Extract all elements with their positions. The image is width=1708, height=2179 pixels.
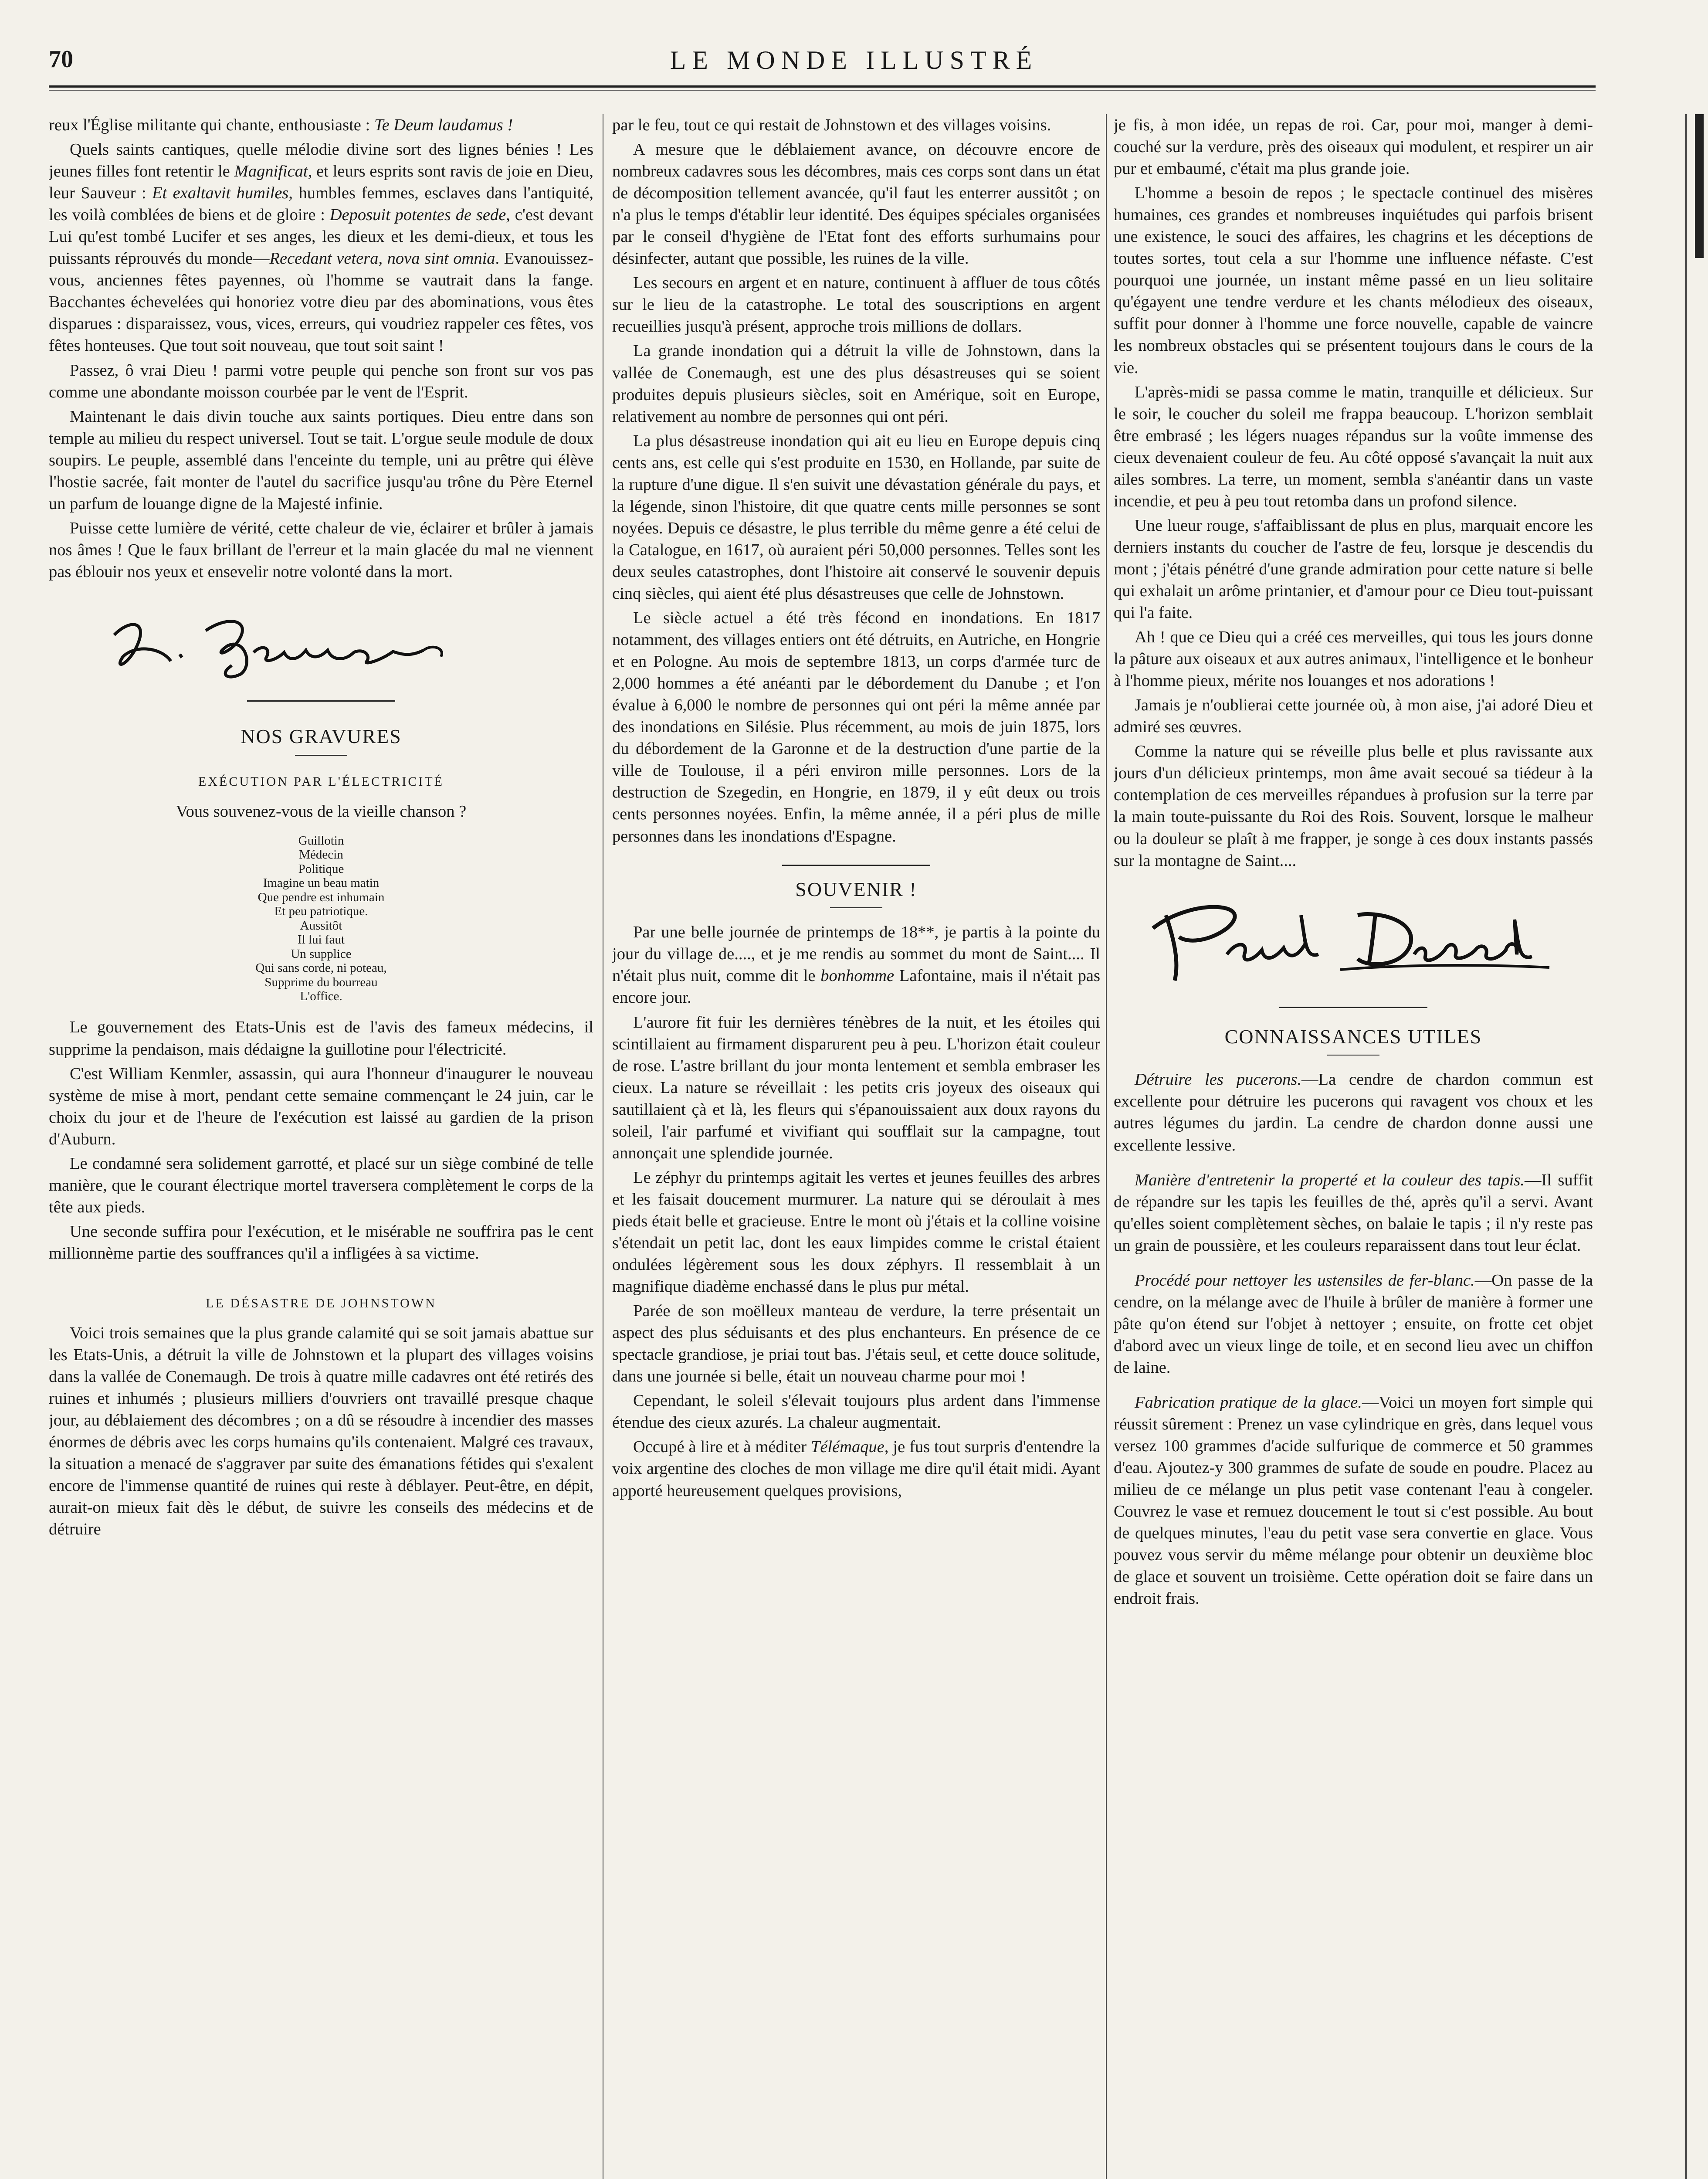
section-rule-small (830, 907, 882, 908)
poem-line: Et peu patriotique. (274, 904, 368, 919)
poem-line: Que pendre est inhumain (258, 890, 385, 904)
column-divider-2 (1106, 114, 1107, 2179)
section-rule-small (1327, 1055, 1379, 1056)
poem (49, 834, 593, 1004)
paragraph: Cependant, le soleil s'élevait toujours plus ardent dans l'immense étendue des cieux azurés. La chaleur augmentait. (612, 1392, 1100, 1432)
paragraph: Jamais je n'oublierai cette journée où, à mon aise, j'ai adoré Dieu et admiré ses œuvres. (1114, 696, 1593, 737)
paragraph: L'après-midi se passa comme le matin, tranquille et délicieux. Sur le soir, le coucher du soleil me frappa beaucoup. L'horizon semblait être embrasé ; les légers nuages répandus sur la voûte immense des cieux devenaient couleur de feu. Au côté opposé s'avançait la nuit aux ailes sombres. La terre, un moment, sembla s'anéantir dans un vaste incendie, et peu à peu tout retomba dans un profond silence. (1114, 383, 1593, 510)
masthead-title: LE MONDE ILLUSTRÉ (670, 46, 1038, 75)
section-rule (247, 700, 395, 702)
tip-paragraph: Détruire les pucerons.—La cendre de chardon commun est excellente pour détruire les pucerons qui ravagent vos choux et les autres légumes du jardin. La cendre de chardon donne aussi une excellente lessive. (1114, 1070, 1593, 1154)
poem-line: Médecin (299, 848, 343, 862)
paragraph: reux l'Église militante qui chante, enthousiaste : Te Deum laudamus ! (49, 116, 513, 134)
header-rule (49, 85, 1596, 88)
poem-line: Guillotin (298, 833, 344, 848)
paragraph: Occupé à lire et à méditer Télémaque, je fus tout surpris d'entendre la voix argentine des cloches de mon village me dire qu'il était midi. Ayant apporté heureusement quelques provisions, (612, 1438, 1100, 1500)
poem-line: L'office. (300, 989, 342, 1003)
chanson-intro: Vous souvenez-vous de la vieille chanson ? (176, 802, 467, 821)
column-3 (1114, 114, 1593, 2179)
page-edge-line (1685, 114, 1687, 2179)
paragraph: par le feu, tout ce qui restait de Johnstown et des villages voisins. (612, 116, 1051, 134)
subsection-title-execution: EXÉCUTION PAR L'ÉLECTRICITÉ (198, 774, 444, 789)
paragraph: La plus désastreuse inondation qui ait eu lieu en Europe depuis cinq cents ans, est celle qui s'est produite en 1530, en Hollande, par suite de la rupture d'une digue. Il s'en suivit une dévastation générale du pays, et la légende, sinon l'histoire, dit que quatre cents mille personnes se sont noyées. Depuis ce désastre, le plus terrible du même genre a été celui de la Catalogue, en 1617, où auraient péri 50,000 personnes. Telles sont les deux seules catastrophes, dont l'histoire ait conservé le souvenir depuis cinq siècles, qui aient été plus désastreuses que celle de Johnstown. (612, 431, 1100, 603)
paragraph: Comme la nature qui se réveille plus belle et plus ravissante aux jours d'un délicieux printemps, mon âme avait secoué sa tiédeur à la contemplation de ces merveilles répandues à profusion sur la terre par la main toute-puissante du Roi des Rois. Souvent, lorsque le malheur ou la douleur se plaît à me frapper, je songe à ces doux instants passés sur la montagne de Saint.... (1114, 742, 1593, 870)
page-number: 70 (49, 46, 73, 73)
paragraph: Une lueur rouge, s'affaiblissant de plus en plus, marquait encore les derniers instants du coucher de l'astre de feu, lorsque je descendis du mont ; j'étais pénétré d'une grande admiration pour cette nature si belle qui exhalait un arôme printanier, et d'amour pour ce Dieu tout-puissant qui l'a faite. (1114, 516, 1593, 622)
page-edge-mark (1695, 114, 1704, 258)
poem-line: Qui sans corde, ni poteau, (255, 961, 387, 975)
tip-paragraph: Procédé pour nettoyer les ustensiles de fer-blanc.—On passe de la cendre, on la mélange avec de l'huile à brûler de manière à former une pâte qu'on étend sur l'objet à nettoyer ; ensuite, on frotte cet objet d'abord avec un vieux linge de toile, et en second lieu avec un chiffon de laine. (1114, 1271, 1593, 1377)
poem-line: Supprime du bourreau (264, 975, 378, 989)
section-rule-small (295, 755, 347, 756)
paragraph: La grande inondation qui a détruit la ville de Johnstown, dans la vallée de Conemaugh, est une des plus désastreuses qui se soient produites depuis plusieurs siècles, soit en Amérique, soit en Europe, relativement au nombre de personnes qui ont péri. (612, 342, 1100, 426)
column-1 (49, 114, 593, 2179)
section-title-connaissances: CONNAISSANCES UTILES (1224, 1025, 1482, 1048)
paragraph: C'est William Kenmler, assassin, qui aura l'honneur d'inaugurer le nouveau système de mise à mort, pendant cette semaine commençant le 24 juin, car le choix du jour et de l'heure de l'exécution est laissé au gardien de la prison d'Auburn. (49, 1064, 593, 1148)
paragraph: Une seconde suffira pour l'exécution, et le misérable ne souffrira pas le cent millionnème partie des souffrances qu'il a infligées à sa victime. (49, 1222, 593, 1263)
paragraph: Parée de son moëlleux manteau de verdure, la terre présentait un aspect des plus séduisants et des plus enchanteurs. En présence de ce spectacle grandiose, je priai tout bas. J'étais seul, et cette douce solitude, dans une journée si belle, était un nouveau charme pour moi ! (612, 1302, 1100, 1386)
signature-durand (1114, 889, 1593, 989)
paragraph: Voici trois semaines que la plus grande calamité qui se soit jamais abattue sur les Etats-Unis, a détruit la ville de Johnstown et la plupart des villages voisins dans la vallée de Conemaugh. De trois à quatre mille cadavres ont été retirés des ruines et inhumés ; plusieurs milliers d'ouvriers ont travaillé presque chaque jour, au déblaiement des décombres ; on a dû se résoudre à incendier des masses énormes de débris avec les corps humains qu'ils contenaient. Malgré ces travaux, la situation a menacé de s'aggraver par suite des émanations fétides qui s'exalent encore de l'immense quantité de ruines qui reste à déblayer. Peut-être, en dépit, aurait-on mieux fait dès le début, de suivre les conseils des médecins et de détruire (49, 1324, 593, 1539)
poem-line: Un supplice (291, 947, 352, 961)
signature-gougeon (49, 600, 593, 683)
paragraph: Le zéphyr du printemps agitait les vertes et jeunes feuilles des arbres et les faisait doucement murmurer. La nature qui se déroulait à mes pieds était belle et gracieuse. Entre le mont où j'étais et la colline voisine s'étendait un petit lac, dont les eaux limpides comme le cristal étaient ondulées légèrement sous les doux zéphyrs. Il ressemblait à un magnifique diadème enchassé dans le plus pur métal. (612, 1168, 1100, 1296)
header-rule-thin (49, 90, 1596, 91)
poem-line: Imagine un beau matin (263, 876, 380, 890)
section-title-gravures: NOS GRAVURES (241, 725, 402, 747)
poem-line: Politique (298, 862, 344, 876)
paragraph: A mesure que le déblaiement avance, on découvre encore de nombreux cadavres sous les décombres, mais ces corps sont dans un état de décomposition tellement avancée, qu'il faut les enterrer aussitôt ; on n'a plus le temps d'établir leur identité. Des équipes spéciales organisées par le conseil d'hygiène de l'Etat font des efforts surhumains pour désinfecter, autant que possible, les ruines de la ville. (612, 140, 1100, 268)
paragraph: Quels saints cantiques, quelle mélodie divine sort des lignes bénies ! Les jeunes filles font retentir le Magnificat, et leurs esprits sont ravis de joie en Dieu, leur Sauveur : Et exaltavit humiles, humbles femmes, esclaves dans l'antiquité, les voilà comblées de biens et de gloire : Deposuit potentes de sede, c'est devant Lui qu'est tombé Lucifer et ses anges, les dieux et les demi-dieux, et tous les puissants réprouvés du monde—Recedant vetera, nova sint omnia. Evanouissez-vous, anciennes fêtes payennes, où l'homme se vautrait dans la fange. Bacchantes échevelées qui honoriez votre dieu par des abominations, vous êtes disparues : disparaissez, vous, vices, erreurs, qui voudriez rappeler ces fêtes, vos fêtes honteuses. Que tout soit nouveau, que tout soit saint ! (49, 140, 593, 355)
paragraph: Passez, ô vrai Dieu ! parmi votre peuple qui penche son front sur vos pas comme une abondante moisson courbée par le vent de l'Esprit. (49, 361, 593, 401)
paragraph: Maintenant le dais divin touche aux saints portiques. Dieu entre dans son temple au milieu du respect universel. Tout se tait. L'orgue seule module de doux soupirs. Le peuple, assemblé dans l'enceinte du temple, uni au prêtre qui élève l'hostie sacrée, fait monter de l'autel du sacrifice jusqu'au trône du Père Eternel un parfum de louange digne de la Majesté infinie. (49, 407, 593, 513)
paragraph: Puisse cette lumière de vérité, cette chaleur de vie, éclairer et brûler à jamais nos âmes ! Que le faux brillant de l'erreur et la main glacée du mal ne viennent pas éblouir nos yeux et ensevelir notre volonté dans la mort. (49, 519, 593, 581)
paragraph: L'homme a besoin de repos ; le spectacle continuel des misères humaines, ces grandes et nombreuses inquiétudes qui parfois brisent une existence, le souci des affaires, les chagrins et les déceptions de toutes sortes, tout cela a sur l'homme une influence néfaste. C'est pourquoi une journée, un instant même passé en un lieu solitaire qu'égayent une tendre verdure et les chants mélodieux des oiseaux, suffit pour donner à l'homme une force nouvelle, capable de vaincre les nombreux obstacles qui se présentent toujours dans le cours de la vie. (1114, 184, 1593, 377)
paragraph: Le condamné sera solidement garrotté, et placé sur un siège combiné de telle manière, que le courant électrique mortel traversera complètement le corps de la tête aux pieds. (49, 1154, 593, 1216)
paragraph: Ah ! que ce Dieu qui a créé ces merveilles, qui tous les jours donne la pâture aux oiseaux et aux autres animaux, l'intelligence et le bonheur à l'homme pieux, mérite nos louanges et nos adorations ! (1114, 628, 1593, 690)
tip-paragraph: Manière d'entretenir la properté et la couleur des tapis.—Il suffit de répandre sur les tapis les feuilles de thé, après qu'il a servi. Avant qu'elles soient complètement sèches, on balaie le tapis ; il n'y reste pas un grain de poussière, et les couleurs reparaissent dans tout leur éclat. (1114, 1171, 1593, 1255)
section-rule (782, 865, 930, 866)
poem-line: Aussitôt (300, 918, 342, 933)
poem-line: Il lui faut (298, 933, 345, 947)
paragraph: Les secours en argent et en nature, continuent à affluer de tous côtés sur le lieu de la catastrophe. Le total des souscriptions en argent recueillies jusqu'à présent, approche trois millions de dollars. (612, 274, 1100, 336)
section-title-souvenir: SOUVENIR ! (795, 878, 917, 900)
paragraph: je fis, à mon idée, un repas de roi. Car, pour moi, manger à demi-couché sur la verdure, près des oiseaux qui modulent, et respirer un air pur et embaumé, c'était ma plus grande joie. (1114, 116, 1593, 178)
tip-paragraph: Fabrication pratique de la glace.—Voici un moyen fort simple qui réussit sûrement : Prenez un vase cylindrique en grès, dans lequel vous versez 100 grammes d'acide sulfurique de commerce et 50 grammes d'eau. Ajoutez-y 300 grammes de sufate de soude en poudre. Placez au milieu de ce mélange un plus petit vase contenant l'eau à congeler. Couvrez le vase et remuez doucement le tout si c'est possible. Au bout de quelques minutes, l'eau du petit vase sera convertie en glace. Vous pouvez vous servir du même mélange pour obtenir un deuxième bloc de glace et souvent un troisième. Cette opération doit se faire dans un endroit frais. (1114, 1393, 1593, 1608)
paragraph: Le siècle actuel a été très fécond en inondations. En 1817 notamment, des villages entiers ont été détruits, en Autriche, en Hongrie et en Pologne. Au mois de septembre 1813, un corps d'armée turc de 2,000 hommes a été anéanti par le débordement du Danube ; et l'on évalue à 6,000 le nombre de personnes qui ont péri la même année par des inondations en Silésie. Plus récemment, au mois de juin 1875, lors du débordement de la Garonne et de la destruction d'une partie de la ville de Toulouse, il a péri environ mille personnes. Lors de la destruction de Szegedin, en Hongrie, en 1879, il y eût deux ou trois cents personnes noyées. Enfin, la même année, il a péri plus de mille personnes dans les inondations d'Espagne. (612, 609, 1100, 845)
column-2 (612, 114, 1100, 2179)
paragraph: Le gouvernement des Etats-Unis est de l'avis des fameux médecins, il supprime la pendaison, mais dédaigne la guillotine pour l'électricité. (49, 1018, 593, 1059)
section-rule (1279, 1007, 1427, 1008)
subsection-title-johnstown: LE DÉSASTRE DE JOHNSTOWN (206, 1296, 437, 1310)
paragraph: L'aurore fit fuir les dernières ténèbres de la nuit, et les étoiles qui scintillaient au firmament disparurent peu à peu. L'horizon était couleur de rose. L'astre brillant du jour monta lentement et sembla embraser les cieux. La nature se réveillait : les petits cris joyeux des oiseaux qui sautillaient çà et là, les fleurs qui s'épanouissaient aux doux rayons du soleil, l'air parfumé et vivifiant qui soufflait sur la campagne, tout annonçait une splendide journée. (612, 1013, 1100, 1162)
paragraph: Par une belle journée de printemps de 18**, je partis à la pointe du jour du village de...., et je me rendis au sommet du mont de Saint.... Il n'était plus nuit, comme dit le bonhomme Lafontaine, mais il n'était pas encore jour. (612, 923, 1100, 1007)
